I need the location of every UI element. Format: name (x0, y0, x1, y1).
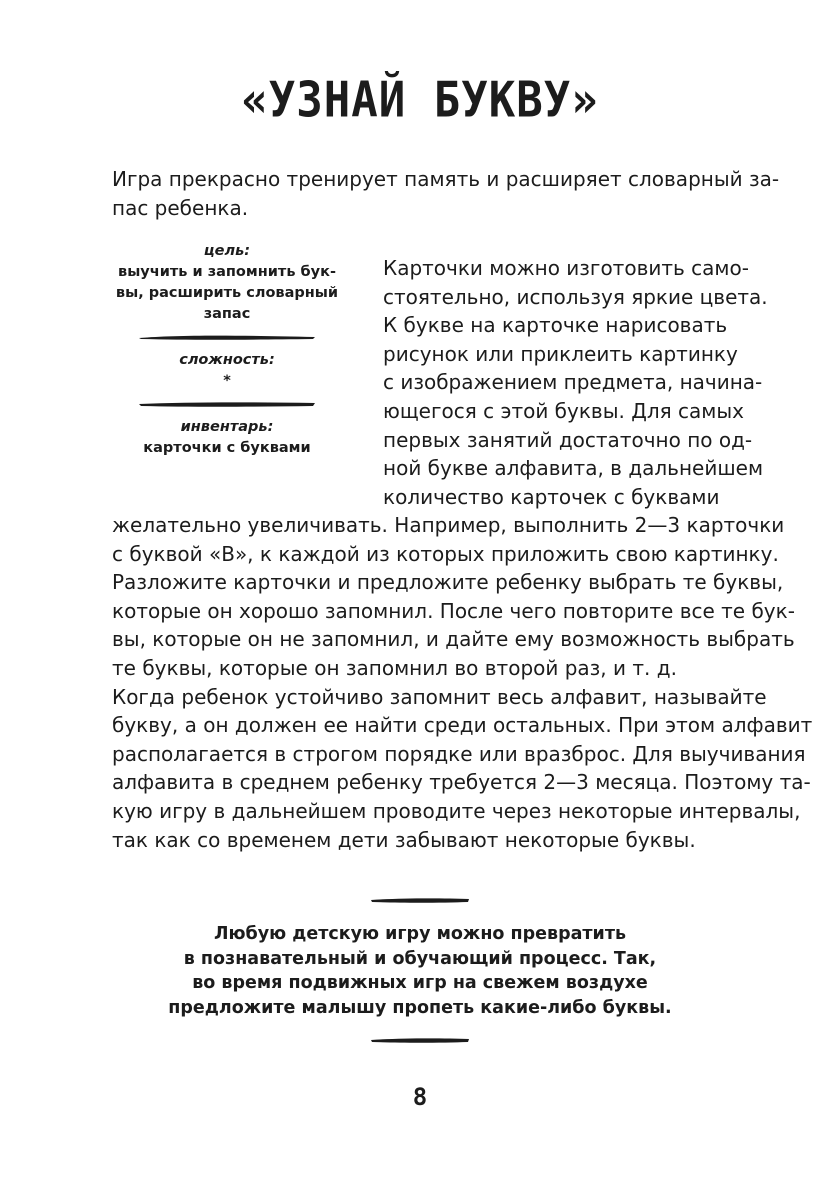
text-line: с изображением предмета, начина- (383, 370, 763, 395)
text-line: ющегося с этой буквы. Для самых (383, 398, 744, 423)
sidebar-divider (137, 392, 317, 416)
full-width-paragraph (112, 511, 813, 854)
inventory-label: инвентарь: (180, 419, 274, 435)
text-line: вы, которые он не запомнил, и дайте ему возможность выбрать (112, 627, 795, 652)
text-line: с буквой «В», к каждой из которых приложить свою картинку. (112, 541, 779, 566)
tip-note (120, 922, 720, 1020)
sidebar-divider (137, 325, 317, 349)
text-line: желательно увеличивать. Например, выполнить 2—3 карточки (112, 513, 785, 537)
text-line: Карточки можно изготовить само- (383, 256, 749, 280)
goal-value (100, 262, 354, 325)
page-title: «УЗНАЙ БУКВУ» (241, 71, 599, 129)
goal-label: цель: (203, 243, 251, 259)
intro-paragraph (112, 165, 780, 223)
difficulty-value: * (223, 373, 231, 389)
note-line: Любую детскую игру можно превратить (213, 924, 627, 944)
right-column-paragraph (383, 254, 768, 511)
text-line: рисунок или приклеить картинку (383, 341, 738, 366)
text-line: Когда ребенок устойчиво запомнит весь алфавит, называйте (112, 684, 767, 709)
text-line: Разложите карточки и предложите ребенку выбрать те буквы, (112, 570, 784, 595)
text-line: кую игру в дальнейшем проводите через некоторые интервалы, (112, 798, 801, 823)
text-line: стоятельно, используя яркие цвета. (383, 284, 768, 309)
note-line: в познавательный и обучающий процесс. Так, (183, 948, 657, 969)
goal-line: выучить и запомнить бук- (118, 264, 336, 280)
difficulty-label: сложность: (179, 352, 275, 368)
note-top-divider (370, 893, 470, 907)
text-line: которые он хорошо запомнил. После чего повторите все те бук- (112, 598, 795, 623)
page-number: 8 (412, 1083, 428, 1111)
goal-line: вы, расширить словарный (115, 285, 339, 301)
text-line: первых занятий достаточно по од- (383, 427, 753, 452)
intro-line: Игра прекрасно тренирует память и расширяет словарный за- (112, 167, 780, 191)
note-line: предложите малышу пропеть какие-либо буквы. (168, 997, 672, 1018)
intro-line: пас ребенка. (112, 196, 249, 220)
goal-line: запас (203, 306, 251, 322)
inventory-value: карточки с буквами (143, 440, 311, 456)
note-bottom-divider (370, 1033, 470, 1047)
text-line: так как со временем дети забывают некоторые буквы. (112, 827, 696, 852)
note-line: во время подвижных игр на свежем воздухе (192, 973, 648, 994)
text-line: располагается в строгом порядке или вразброс. Для выучивания (112, 741, 806, 766)
text-line: букву, а он должен ее найти среди остальных. При этом алфавит (112, 713, 813, 738)
text-line: те буквы, которые он запомнил во второй раз, и т. д. (112, 655, 677, 680)
text-line: количество карточек с буквами (383, 484, 720, 509)
game-info-sidebar (100, 240, 354, 459)
text-line: ной букве алфавита, в дальнейшем (383, 456, 764, 481)
text-line: К букве на карточке нарисовать (383, 313, 728, 338)
text-line: алфавита в среднем ребенку требуется 2—3 месяца. Поэтому та- (112, 770, 811, 795)
